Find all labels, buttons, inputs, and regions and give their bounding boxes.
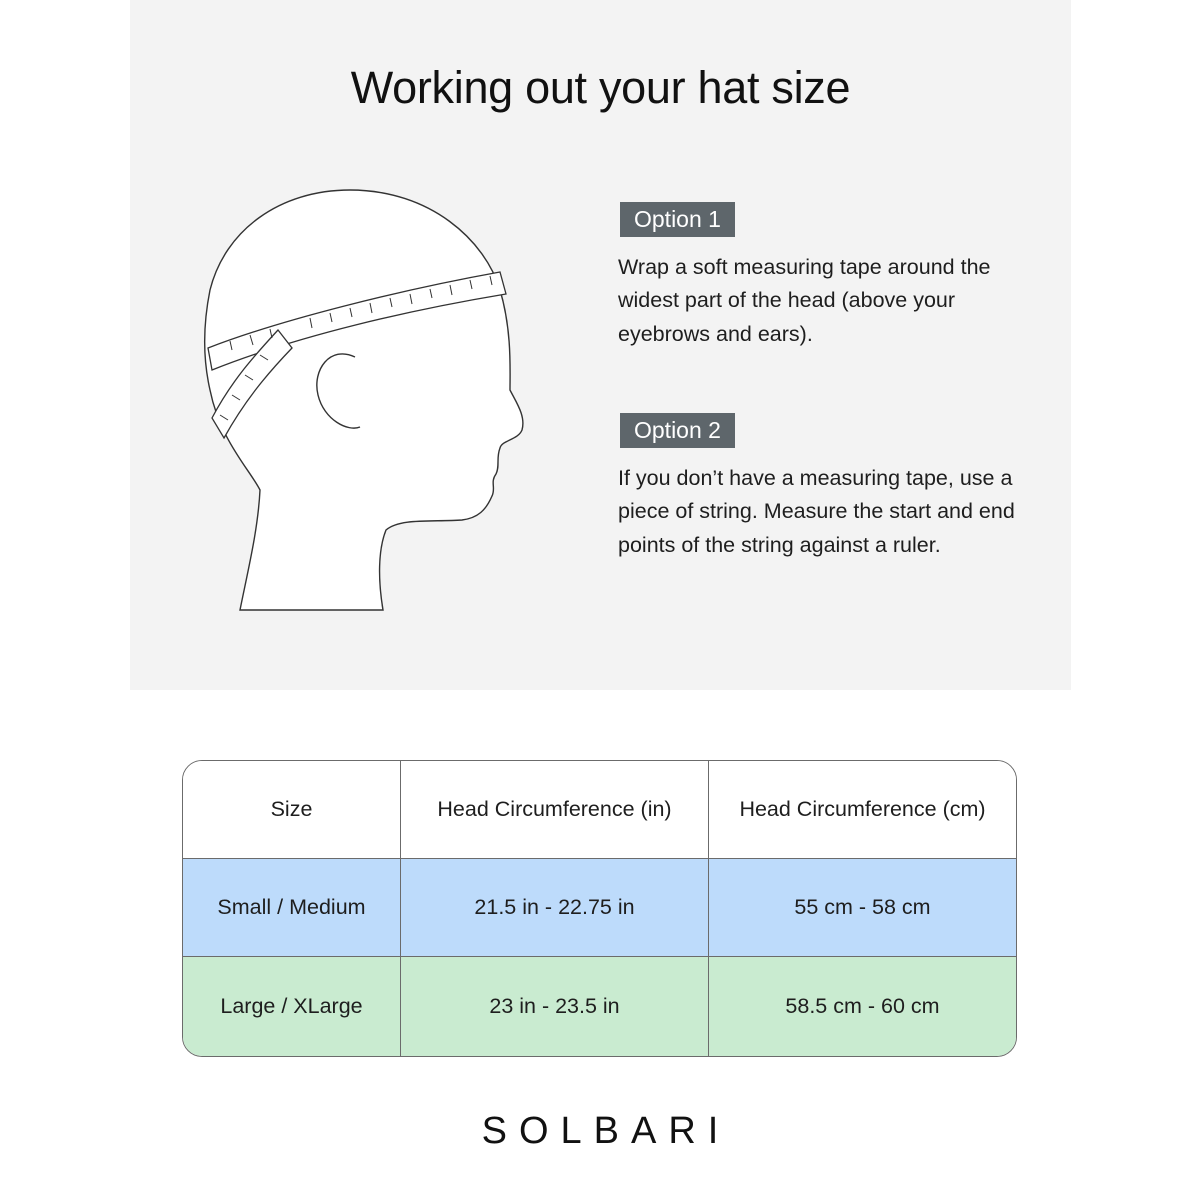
head-outline [205, 190, 523, 610]
table-cell-cm: 55 cm - 58 cm [709, 859, 1016, 957]
page-title: Working out your hat size [350, 62, 851, 113]
option-1-badge: Option 1 [620, 202, 735, 237]
table-header-size: Size [183, 761, 401, 859]
table-header-cm: Head Circumference (cm) [709, 761, 1016, 859]
option-2-badge: Option 2 [620, 413, 735, 448]
table-header-inches: Head Circumference (in) [401, 761, 709, 859]
size-chart-table [182, 760, 1017, 1057]
sizing-guide-panel [130, 0, 1071, 690]
table-cell-inches: 21.5 in - 22.75 in [401, 859, 709, 957]
head-measuring-illustration [200, 170, 600, 620]
table-cell-cm: 58.5 cm - 60 cm [709, 957, 1016, 1056]
brand-logo: SOLBARI [481, 1110, 731, 1152]
table-cell-size: Large / XLarge [183, 957, 401, 1056]
option-2-text: If you don’t have a measuring tape, use a piece of string. Measure the start and end points of the string against a ruler. [618, 466, 1015, 557]
option-1-text: Wrap a soft measuring tape around the widest part of the head (above your eyebrows and ears). [618, 255, 991, 346]
table-cell-inches: 23 in - 23.5 in [401, 957, 709, 1056]
table-cell-size: Small / Medium [183, 859, 401, 957]
